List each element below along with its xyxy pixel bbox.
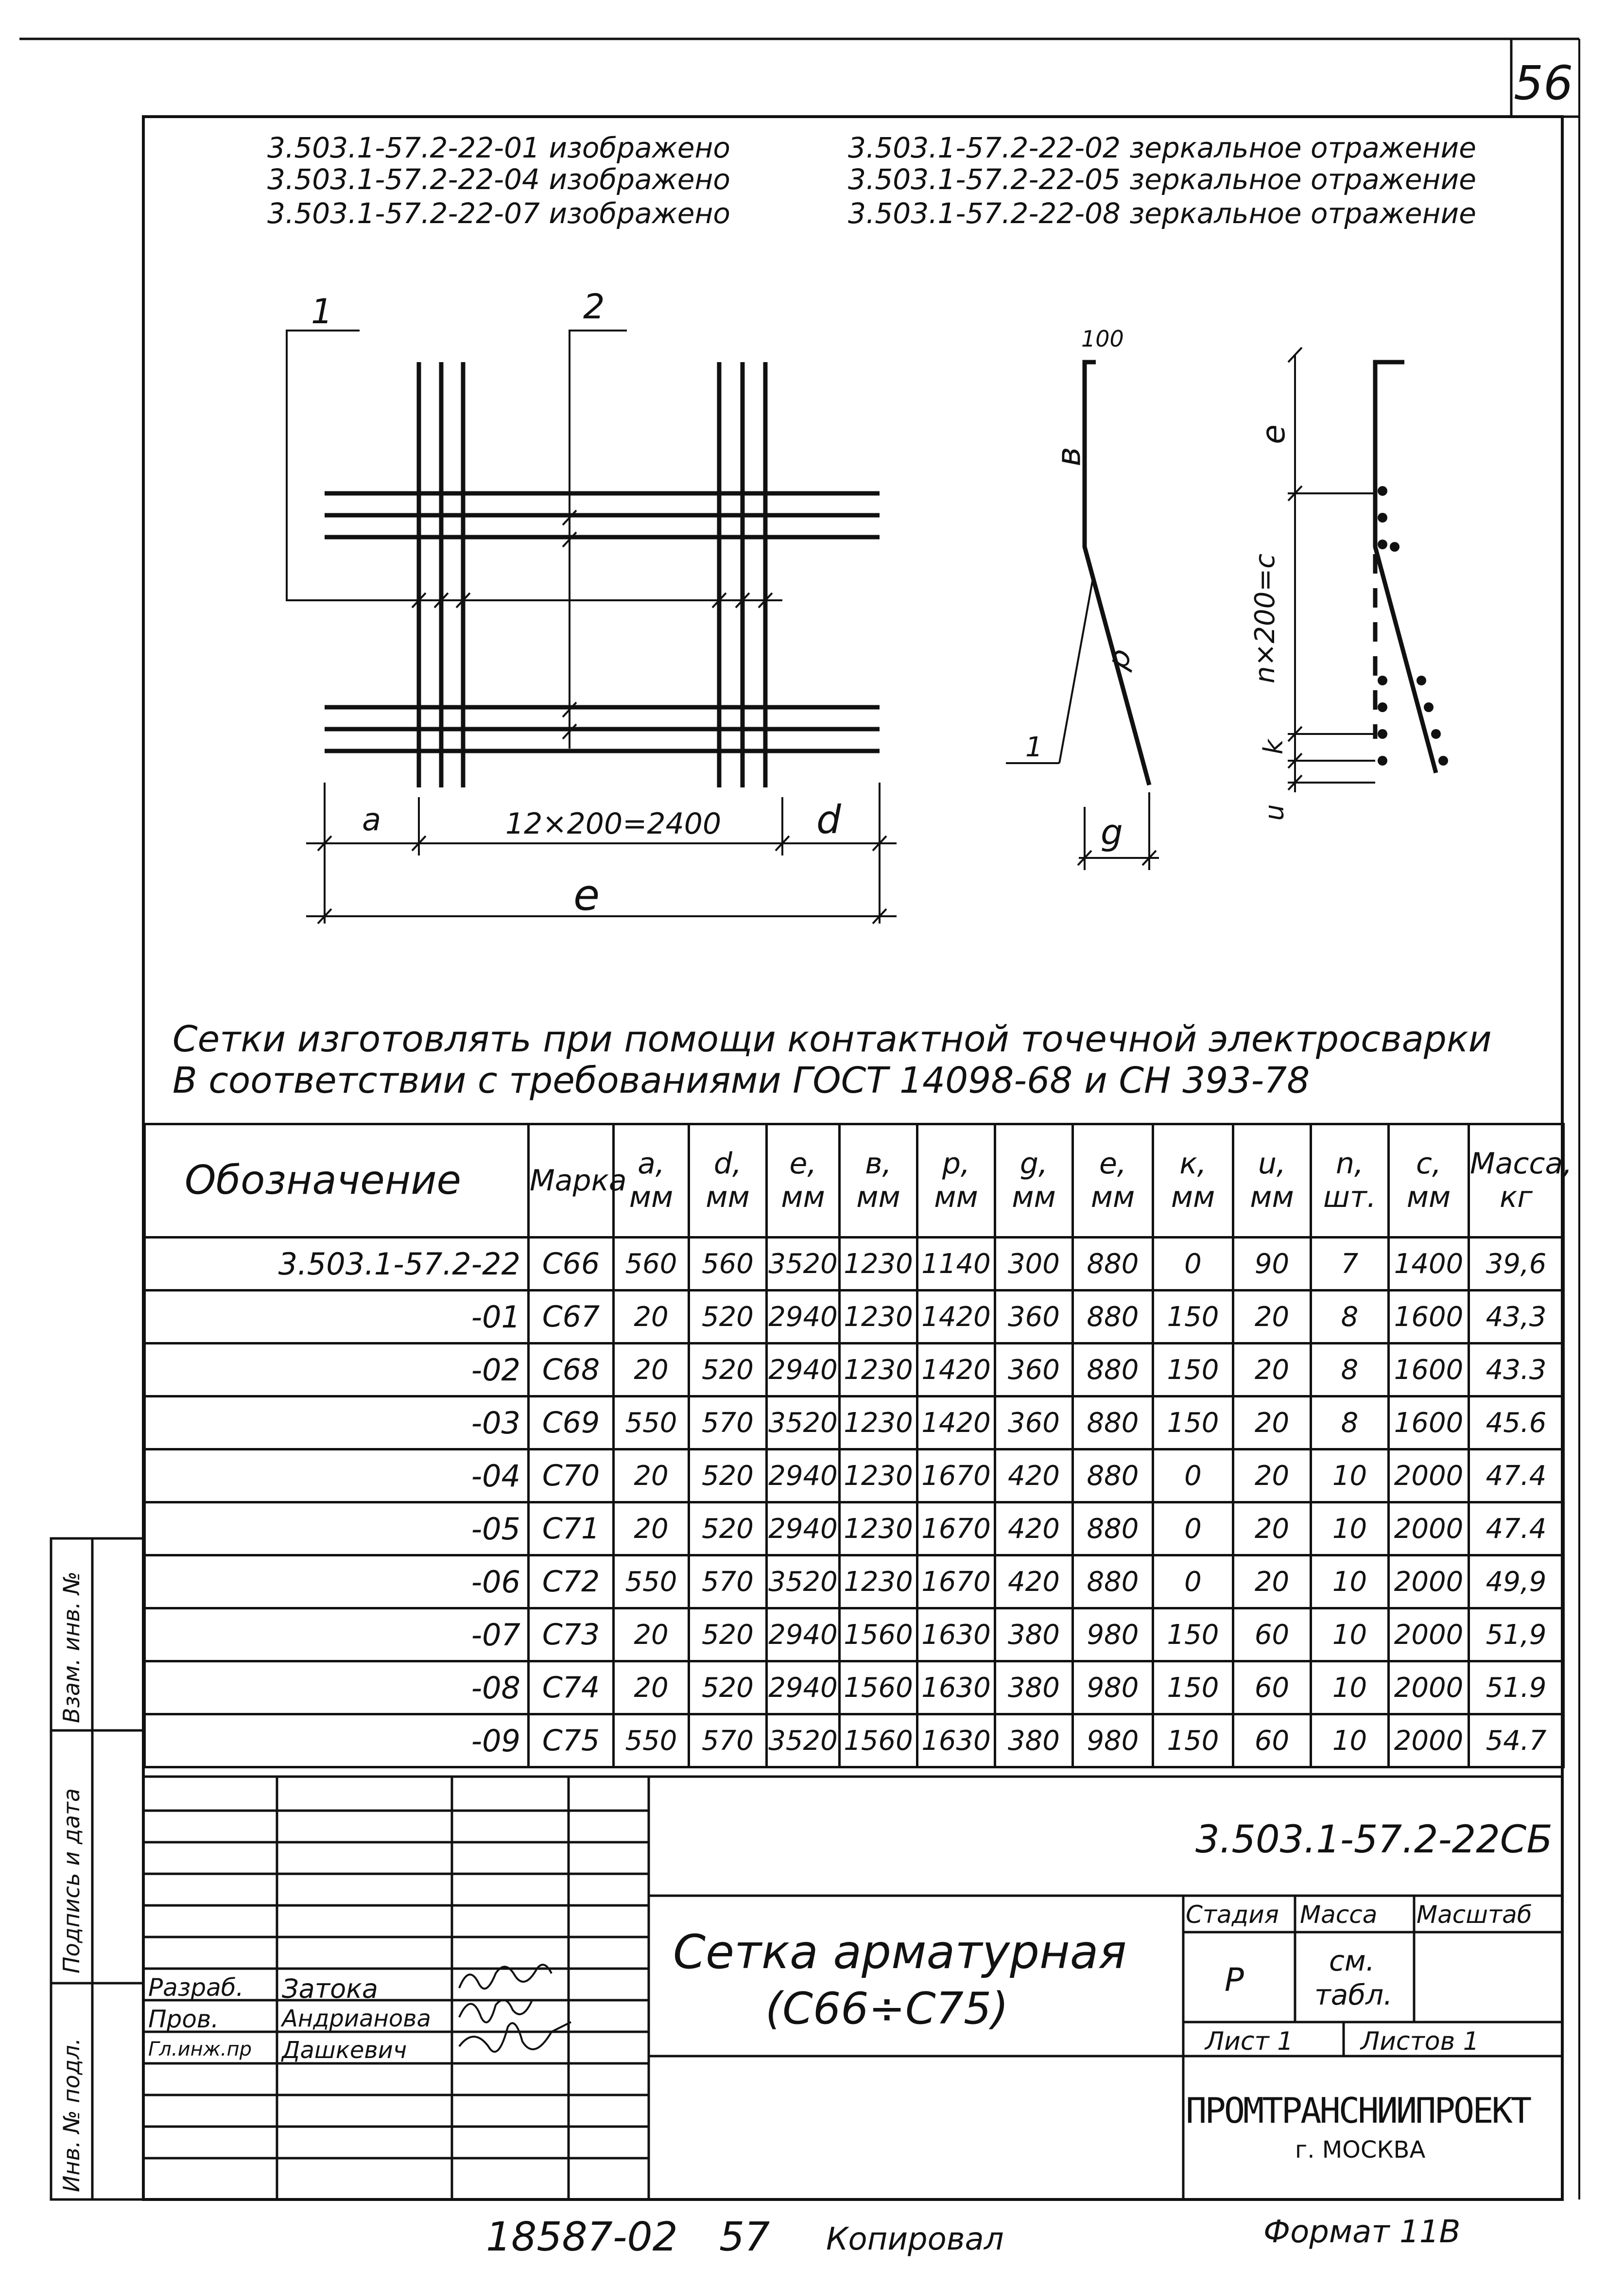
doc-title-line2: (С66÷С75)	[765, 1983, 1009, 2034]
col-header: е, мм	[1073, 1124, 1153, 1238]
variant-mode: изображено	[549, 197, 730, 230]
right-nc-label: n×200=c	[1249, 553, 1281, 684]
table-cell: 2000	[1389, 1449, 1469, 1502]
table-cell: 2940	[767, 1502, 840, 1555]
table-cell: 1670	[917, 1555, 995, 1608]
table-cell: 520	[689, 1291, 767, 1344]
table-cell: 2940	[767, 1344, 840, 1396]
role-chief: Гл.инж.пр	[148, 2038, 252, 2060]
table-cell: 360	[995, 1344, 1073, 1396]
variant-note	[267, 197, 730, 230]
table-cell: 150	[1153, 1608, 1233, 1661]
table-cell: 150	[1153, 1396, 1233, 1449]
variant-note	[848, 197, 1476, 230]
col-header: a, мм	[614, 1124, 689, 1238]
table-cell: 20	[1233, 1555, 1311, 1608]
cell-mark: С74	[529, 1661, 614, 1714]
table-cell: 1230	[840, 1291, 917, 1344]
cell-designation: -06	[145, 1555, 529, 1608]
table-cell: 1630	[917, 1661, 995, 1714]
doc-code: 3.503.1-57.2-22СБ	[1195, 1818, 1553, 1862]
table-cell: 380	[995, 1608, 1073, 1661]
side-vzam: Взам. инв. №	[58, 1571, 85, 1723]
table-cell: 520	[689, 1661, 767, 1714]
table-cell: 20	[614, 1661, 689, 1714]
table-cell: 420	[995, 1449, 1073, 1502]
side-inv-podl: Инв. № подл.	[58, 2038, 85, 2192]
table-cell: 880	[1073, 1291, 1153, 1344]
rebar-dots	[1378, 486, 1448, 766]
doc-title-line1: Сетка арматурная	[673, 1925, 1127, 1979]
table-cell: 420	[995, 1555, 1073, 1608]
table-cell: 20	[1233, 1502, 1311, 1555]
right-profile	[1288, 348, 1436, 792]
table-cell: 2000	[1389, 1502, 1469, 1555]
table-cell: 8	[1311, 1291, 1389, 1344]
table-row	[145, 1661, 1564, 1714]
sheets-label: Листов 1	[1361, 2027, 1479, 2056]
table-cell: 360	[995, 1396, 1073, 1449]
table-cell: 2940	[767, 1608, 840, 1661]
cell-designation: 3.503.1-57.2-22	[145, 1238, 529, 1291]
table-cell: 1560	[840, 1608, 917, 1661]
col-header: Обозначение	[145, 1124, 529, 1238]
table-cell: 150	[1153, 1291, 1233, 1344]
weld-note-line1: Сетки изготовлять при помощи контактной точечной электросварки	[173, 1018, 1492, 1060]
role-dev: Разраб.	[148, 1973, 244, 2002]
table-cell: 1560	[840, 1714, 917, 1767]
variant-code: 3.503.1-57.2-22-08	[848, 197, 1121, 230]
col-header: p, мм	[917, 1124, 995, 1238]
table-cell: 47.4	[1469, 1449, 1564, 1502]
table-cell: 1630	[917, 1714, 995, 1767]
name-dev: Затока	[282, 1973, 378, 2004]
table-cell: 43,3	[1469, 1291, 1564, 1344]
variant-note	[267, 163, 730, 196]
table-cell: 0	[1153, 1449, 1233, 1502]
table-cell: 0	[1153, 1555, 1233, 1608]
dim-d-label: d	[816, 797, 841, 842]
mass-label: Масса	[1300, 1901, 1378, 1929]
table-cell: 1230	[840, 1502, 917, 1555]
cell-mark: С66	[529, 1238, 614, 1291]
table-cell: 0	[1153, 1238, 1233, 1291]
footer-page: 57	[719, 2214, 770, 2260]
table-cell: 2940	[767, 1291, 840, 1344]
variant-mode: зеркальное отражение	[1129, 163, 1476, 196]
table-cell: 380	[995, 1714, 1073, 1767]
table-cell: 20	[614, 1502, 689, 1555]
table-cell: 360	[995, 1291, 1073, 1344]
cell-mark: С67	[529, 1291, 614, 1344]
table-cell: 2000	[1389, 1714, 1469, 1767]
right-u-label: u	[1259, 804, 1290, 821]
table-row	[145, 1396, 1564, 1449]
table-cell: 520	[689, 1449, 767, 1502]
table-cell: 90	[1233, 1238, 1311, 1291]
table-cell: 550	[614, 1396, 689, 1449]
table-cell: 980	[1073, 1714, 1153, 1767]
table-cell: 420	[995, 1502, 1073, 1555]
variant-mode: зеркальное отражение	[1129, 197, 1476, 230]
table-cell: 880	[1073, 1344, 1153, 1396]
cell-designation: -09	[145, 1714, 529, 1767]
side-g-label: g	[1101, 812, 1123, 853]
side-p-label: р	[1100, 644, 1139, 673]
table-cell: 2940	[767, 1449, 840, 1502]
variant-code: 3.503.1-57.2-22-07	[267, 197, 540, 230]
col-header: c, мм	[1389, 1124, 1469, 1238]
table-cell: 51,9	[1469, 1608, 1564, 1661]
table-cell: 520	[689, 1344, 767, 1396]
table-cell: 60	[1233, 1714, 1311, 1767]
table-cell: 980	[1073, 1661, 1153, 1714]
callout-1: 1	[311, 292, 333, 332]
table-cell: 10	[1311, 1449, 1389, 1502]
table-cell: 380	[995, 1661, 1073, 1714]
table-cell: 8	[1311, 1344, 1389, 1396]
table-cell: 10	[1311, 1661, 1389, 1714]
table-cell: 49,9	[1469, 1555, 1564, 1608]
table-cell: 880	[1073, 1238, 1153, 1291]
col-header: g, мм	[995, 1124, 1073, 1238]
table-cell: 880	[1073, 1396, 1153, 1449]
variant-code: 3.503.1-57.2-22-02	[848, 131, 1121, 164]
table-cell: 43.3	[1469, 1344, 1564, 1396]
table-cell: 10	[1311, 1714, 1389, 1767]
col-header: в, мм	[840, 1124, 917, 1238]
stage-label: Стадия	[1186, 1901, 1279, 1929]
callout-2: 2	[583, 287, 605, 327]
dim-l-label: e	[573, 870, 600, 920]
mass-value-2: табл.	[1314, 1978, 1393, 2011]
table-cell: 1230	[840, 1449, 917, 1502]
dim-a-label: a	[362, 802, 381, 838]
table-cell: 20	[614, 1608, 689, 1661]
cell-mark: С70	[529, 1449, 614, 1502]
cell-designation: -02	[145, 1344, 529, 1396]
right-e-label: е	[1254, 424, 1292, 444]
table-cell: 1600	[1389, 1396, 1469, 1449]
table-cell: 520	[689, 1608, 767, 1661]
table-cell: 60	[1233, 1661, 1311, 1714]
mass-value-1: см.	[1329, 1944, 1375, 1977]
table-row	[145, 1502, 1564, 1555]
footer-format: Формат 11В	[1263, 2214, 1461, 2250]
table-header-row	[145, 1124, 1564, 1238]
side-profile	[1006, 362, 1159, 870]
cell-designation: -05	[145, 1502, 529, 1555]
table-cell: 1230	[840, 1344, 917, 1396]
table-cell: 550	[614, 1714, 689, 1767]
table-cell: 54.7	[1469, 1714, 1564, 1767]
table-cell: 1400	[1389, 1238, 1469, 1291]
table-cell: 560	[689, 1238, 767, 1291]
table-cell: 880	[1073, 1449, 1153, 1502]
table-cell: 570	[689, 1555, 767, 1608]
mesh-plan	[325, 362, 880, 787]
table-cell: 51.9	[1469, 1661, 1564, 1714]
footer-copied: Копировал	[826, 2221, 1004, 2257]
table-cell: 20	[1233, 1344, 1311, 1396]
table-cell: 880	[1073, 1555, 1153, 1608]
role-check: Пров.	[148, 2005, 219, 2033]
signature-dashkevich	[459, 2022, 571, 2052]
table-row	[145, 1449, 1564, 1502]
table-cell: 1230	[840, 1238, 917, 1291]
dim-span-label: 12×200=2400	[505, 807, 722, 841]
table-cell: 3520	[767, 1714, 840, 1767]
table-cell: 20	[1233, 1291, 1311, 1344]
side-b-label: в	[1050, 447, 1088, 467]
table-row	[145, 1608, 1564, 1661]
table-cell: 20	[614, 1344, 689, 1396]
table-cell: 1560	[840, 1661, 917, 1714]
table-row	[145, 1714, 1564, 1767]
table-cell: 1600	[1389, 1344, 1469, 1396]
col-header: d, мм	[689, 1124, 767, 1238]
col-header: Марка	[529, 1124, 614, 1238]
table-cell: 1230	[840, 1555, 917, 1608]
variant-note	[848, 163, 1476, 196]
table-cell: 60	[1233, 1608, 1311, 1661]
table-cell: 2000	[1389, 1661, 1469, 1714]
table-cell: 8	[1311, 1396, 1389, 1449]
table-cell: 1670	[917, 1449, 995, 1502]
table-cell: 300	[995, 1238, 1073, 1291]
table-row	[145, 1344, 1564, 1396]
sheet-label: Лист 1	[1205, 2027, 1294, 2056]
table-row	[145, 1555, 1564, 1608]
table-cell: 10	[1311, 1502, 1389, 1555]
side-top-label: 100	[1081, 326, 1124, 352]
table-cell: 39,6	[1469, 1238, 1564, 1291]
col-header: e, мм	[767, 1124, 840, 1238]
org-name: ПРОМТРАНСНИИПРОЕКТ	[1186, 2090, 1530, 2131]
variant-mode: изображено	[549, 163, 730, 196]
table-row	[145, 1238, 1564, 1291]
table-cell: 880	[1073, 1502, 1153, 1555]
signatures	[459, 1965, 571, 2052]
org-city: г. МОСКВА	[1295, 2136, 1426, 2164]
table-cell: 20	[1233, 1396, 1311, 1449]
weld-note-line2: В соответствии с требованиями ГОСТ 14098-68 и СН 393-78	[173, 1060, 1310, 1101]
table-cell: 150	[1153, 1661, 1233, 1714]
table-cell: 2000	[1389, 1555, 1469, 1608]
cell-designation: -07	[145, 1608, 529, 1661]
table-cell: 570	[689, 1396, 767, 1449]
table-cell: 560	[614, 1238, 689, 1291]
col-header: Масса, кг	[1469, 1124, 1564, 1238]
col-header: n, шт.	[1311, 1124, 1389, 1238]
variant-note	[848, 131, 1476, 164]
cell-designation: -03	[145, 1396, 529, 1449]
variant-code: 3.503.1-57.2-22-01	[267, 131, 540, 164]
cell-designation: -04	[145, 1449, 529, 1502]
table-cell: 1140	[917, 1238, 995, 1291]
variant-note	[267, 131, 730, 164]
cell-mark: С75	[529, 1714, 614, 1767]
table-cell: 2000	[1389, 1608, 1469, 1661]
table-cell: 3520	[767, 1238, 840, 1291]
table-cell: 3520	[767, 1396, 840, 1449]
name-chief: Дашкевич	[282, 2037, 407, 2064]
spec-table	[143, 1123, 1572, 1768]
table-cell: 1230	[840, 1396, 917, 1449]
cell-mark: С72	[529, 1555, 614, 1608]
variant-mode: изображено	[549, 131, 730, 164]
table-cell: 47.4	[1469, 1502, 1564, 1555]
table-cell: 150	[1153, 1714, 1233, 1767]
table-cell: 1420	[917, 1396, 995, 1449]
cell-designation: -08	[145, 1661, 529, 1714]
cell-designation: -01	[145, 1291, 529, 1344]
side-podpis: Подпись и дата	[58, 1788, 85, 1973]
table-cell: 520	[689, 1502, 767, 1555]
table-cell: 1420	[917, 1344, 995, 1396]
cell-mark: С68	[529, 1344, 614, 1396]
table-cell: 45.6	[1469, 1396, 1564, 1449]
signature-andrianova	[459, 2000, 552, 2023]
variant-code: 3.503.1-57.2-22-04	[267, 163, 540, 196]
sheet-number: 56	[1514, 56, 1573, 110]
table-cell: 7	[1311, 1238, 1389, 1291]
table-cell: 550	[614, 1555, 689, 1608]
table-cell: 3520	[767, 1555, 840, 1608]
col-header: u, мм	[1233, 1124, 1311, 1238]
table-cell: 1670	[917, 1502, 995, 1555]
variant-mode: зеркальное отражение	[1129, 131, 1476, 164]
variant-code: 3.503.1-57.2-22-05	[848, 163, 1121, 196]
table-cell: 10	[1311, 1608, 1389, 1661]
table-cell: 20	[1233, 1449, 1311, 1502]
col-header: к, мм	[1153, 1124, 1233, 1238]
table-cell: 980	[1073, 1608, 1153, 1661]
table-cell: 2940	[767, 1661, 840, 1714]
table-row	[145, 1291, 1564, 1344]
footer-order: 18587-02	[486, 2214, 678, 2260]
right-k-label: k	[1258, 739, 1289, 755]
cell-mark: С69	[529, 1396, 614, 1449]
table-cell: 150	[1153, 1344, 1233, 1396]
name-check: Андрианова	[282, 2005, 431, 2032]
cell-mark: С71	[529, 1502, 614, 1555]
scale-label: Масштаб	[1417, 1901, 1532, 1929]
stage-value: Р	[1225, 1961, 1244, 1999]
table-cell: 0	[1153, 1502, 1233, 1555]
side-callout-label: 1	[1025, 732, 1043, 763]
table-cell: 1600	[1389, 1291, 1469, 1344]
table-cell: 570	[689, 1714, 767, 1767]
table-cell: 20	[614, 1449, 689, 1502]
table-cell: 20	[614, 1291, 689, 1344]
table-cell: 1630	[917, 1608, 995, 1661]
table-cell: 1420	[917, 1291, 995, 1344]
table-cell: 10	[1311, 1555, 1389, 1608]
cell-mark: С73	[529, 1608, 614, 1661]
